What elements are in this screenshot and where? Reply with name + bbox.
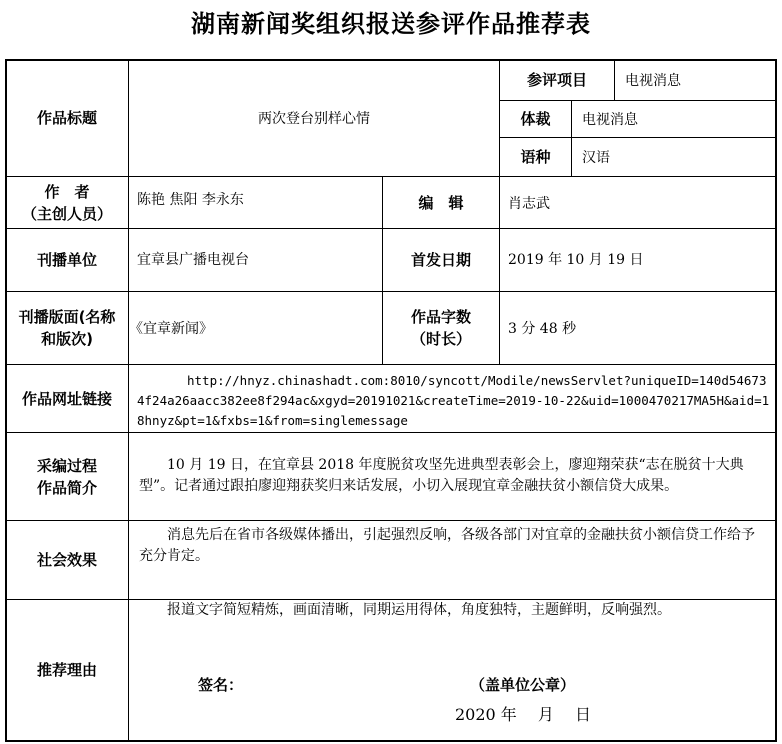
wordcount-value: 3 分 48 秒 bbox=[508, 321, 577, 337]
language-value: 汉语 bbox=[582, 150, 610, 166]
process-label-line2: 作品简介 bbox=[36, 478, 97, 497]
author-label bbox=[6, 177, 128, 228]
reason-label: 推荐理由 bbox=[36, 661, 97, 679]
authors-value: 陈艳 焦阳 李永东 bbox=[137, 192, 244, 208]
page-title: 湖南新闻奖组织报送参评作品推荐表 bbox=[191, 10, 591, 38]
reason-value: 报道文字简短精炼，画面清晰，同期运用得体，角度独特，主题鲜明，反响强烈。 bbox=[167, 602, 671, 618]
date-label: 2020 年 月 日 bbox=[455, 705, 591, 724]
author-label-line1: 作 者 bbox=[44, 182, 90, 201]
genre-label: 体裁 bbox=[520, 110, 551, 128]
url-label: 作品网址链接 bbox=[21, 389, 112, 408]
sign-label: 签名： bbox=[198, 676, 244, 694]
process-label bbox=[6, 433, 128, 520]
genre-value: 电视消息 bbox=[582, 112, 638, 128]
edition-label-line1: 刊播版面(名称 bbox=[18, 308, 116, 326]
wordcount-label bbox=[383, 292, 499, 364]
effect-value: 消息先后在省市各级媒体播出，引起强烈反响，各级各部门对宜章的金融扶贫小额信贷工作给予充分肯定。 bbox=[139, 527, 755, 564]
publisher-value: 宜章县广播电视台 bbox=[137, 252, 249, 268]
url-value[interactable]: http://hnyz.chinashadt.com:8010/syncott/Modile/newsServlet?uniqueID=140d546734f24a26aacc382ee8f294ac&xgyd=20191021&createTime=2019-10-22&uid=1000470217MA5H&aid=18hnyz&pt=1&fxbs=1&from=singlemessage bbox=[137, 373, 770, 428]
wordcount-label-line1: 作品字数 bbox=[410, 308, 471, 326]
edition-label bbox=[6, 292, 128, 364]
editor-label: 编 辑 bbox=[418, 193, 464, 212]
language-label: 语种 bbox=[520, 148, 551, 166]
editor-value: 肖志武 bbox=[508, 195, 550, 212]
first-date-label: 首发日期 bbox=[410, 251, 471, 269]
work-title-value: 两次登台别样心情 bbox=[258, 111, 370, 127]
seal-label: （盖单位公章） bbox=[470, 676, 576, 694]
process-label-line1: 采编过程 bbox=[36, 456, 97, 475]
author-label-line2: （主创人员） bbox=[21, 204, 112, 223]
edition-label-line2: 和版次) bbox=[41, 330, 93, 348]
first-date-value: 2019 年 10 月 19 日 bbox=[508, 252, 644, 268]
effect-label: 社会效果 bbox=[36, 551, 97, 569]
project-label: 参评项目 bbox=[526, 71, 587, 89]
edition-value: 《宜章新闻》 bbox=[129, 321, 213, 337]
process-value: 10 月 19 日，在宜章县 2018 年度脱贫攻坚先进典型表彰会上，廖迎翔荣获“志在脱贫十大典型”。记者通过跟拍廖迎翔获奖归来话发展，小切入展现宜章金融扶贫小额信贷大成果。 bbox=[139, 457, 744, 494]
work-title-label: 作品标题 bbox=[36, 109, 97, 127]
wordcount-label-line2: （时长） bbox=[410, 330, 471, 348]
project-value: 电视消息 bbox=[625, 73, 681, 89]
publisher-label: 刊播单位 bbox=[36, 251, 97, 269]
